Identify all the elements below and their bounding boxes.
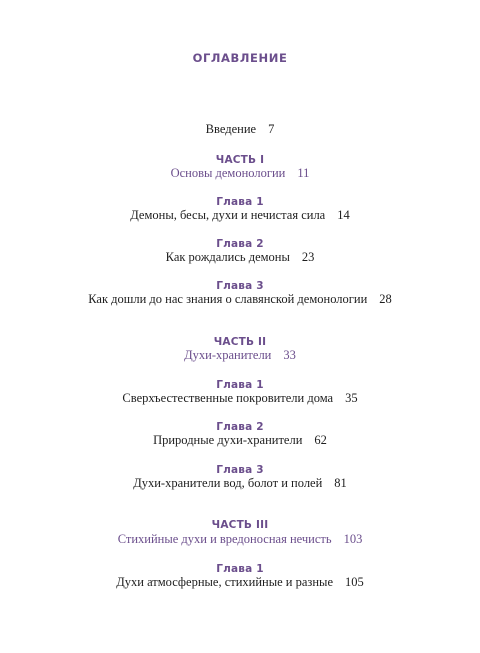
part-title: Основы демонологии	[170, 166, 286, 180]
chapter-page: 23	[301, 250, 315, 264]
toc-entry-label: Введение	[205, 122, 257, 136]
toc-title: ОГЛАВЛЕНИЕ	[192, 51, 288, 65]
chapter-page: 14	[337, 208, 350, 222]
part-page: 33	[283, 348, 296, 362]
toc-entry-intro[interactable]	[0, 122, 480, 137]
part-2-heading: ЧАСТЬ II	[213, 336, 267, 348]
chapter-page: 35	[345, 391, 358, 405]
chapter-title: Природные духи-хранители	[153, 433, 303, 447]
part-2-chapter-1-heading: Глава 1	[216, 379, 264, 391]
part-1-heading: ЧАСТЬ I	[215, 154, 265, 166]
toc-entry-part-1-chapter-2[interactable]	[0, 250, 480, 265]
toc-entry-part-3-chapter-1[interactable]	[0, 575, 480, 590]
chapter-title: Духи атмосферные, стихийные и разные	[116, 575, 333, 589]
toc-entry-part-3[interactable]	[0, 532, 480, 547]
toc-entry-part-2[interactable]	[0, 348, 480, 363]
part-title: Духи-хранители	[184, 348, 272, 362]
chapter-title: Духи-хранители вод, болот и полей	[133, 476, 323, 490]
part-3-chapter-1-heading: Глава 1	[216, 563, 264, 575]
chapter-page: 62	[314, 433, 327, 447]
toc-entry-part-1[interactable]	[0, 166, 480, 181]
part-title: Стихийные духи и вредоносная нечисть	[117, 532, 332, 546]
chapter-title: Как рождались демоны	[165, 250, 290, 264]
part-1-chapter-3-heading: Глава 3	[216, 280, 264, 292]
chapter-page: 105	[345, 575, 364, 589]
toc-entry-part-2-chapter-3[interactable]	[0, 476, 480, 491]
chapter-title: Демоны, бесы, духи и нечистая сила	[130, 208, 326, 222]
chapter-title: Сверхъестественные покровители дома	[122, 391, 334, 405]
part-2-chapter-2-heading: Глава 2	[216, 421, 264, 433]
toc-entry-part-1-chapter-3[interactable]	[0, 292, 480, 307]
toc-entry-part-2-chapter-2[interactable]	[0, 433, 480, 448]
part-3-heading: ЧАСТЬ III	[211, 519, 269, 531]
toc-entry-part-2-chapter-1[interactable]	[0, 391, 480, 406]
toc-entry-page: 7	[268, 122, 275, 136]
part-1-chapter-2-heading: Глава 2	[216, 238, 264, 250]
chapter-page: 28	[379, 292, 392, 306]
part-1-chapter-1-heading: Глава 1	[216, 196, 264, 208]
part-2-chapter-3-heading: Глава 3	[216, 464, 264, 476]
part-page: 11	[297, 166, 310, 180]
chapter-page: 81	[334, 476, 347, 490]
toc-entry-part-1-chapter-1[interactable]	[0, 208, 480, 223]
part-page: 103	[343, 532, 363, 546]
chapter-title: Как дошли до нас знания о славянской демонологии	[88, 292, 368, 306]
